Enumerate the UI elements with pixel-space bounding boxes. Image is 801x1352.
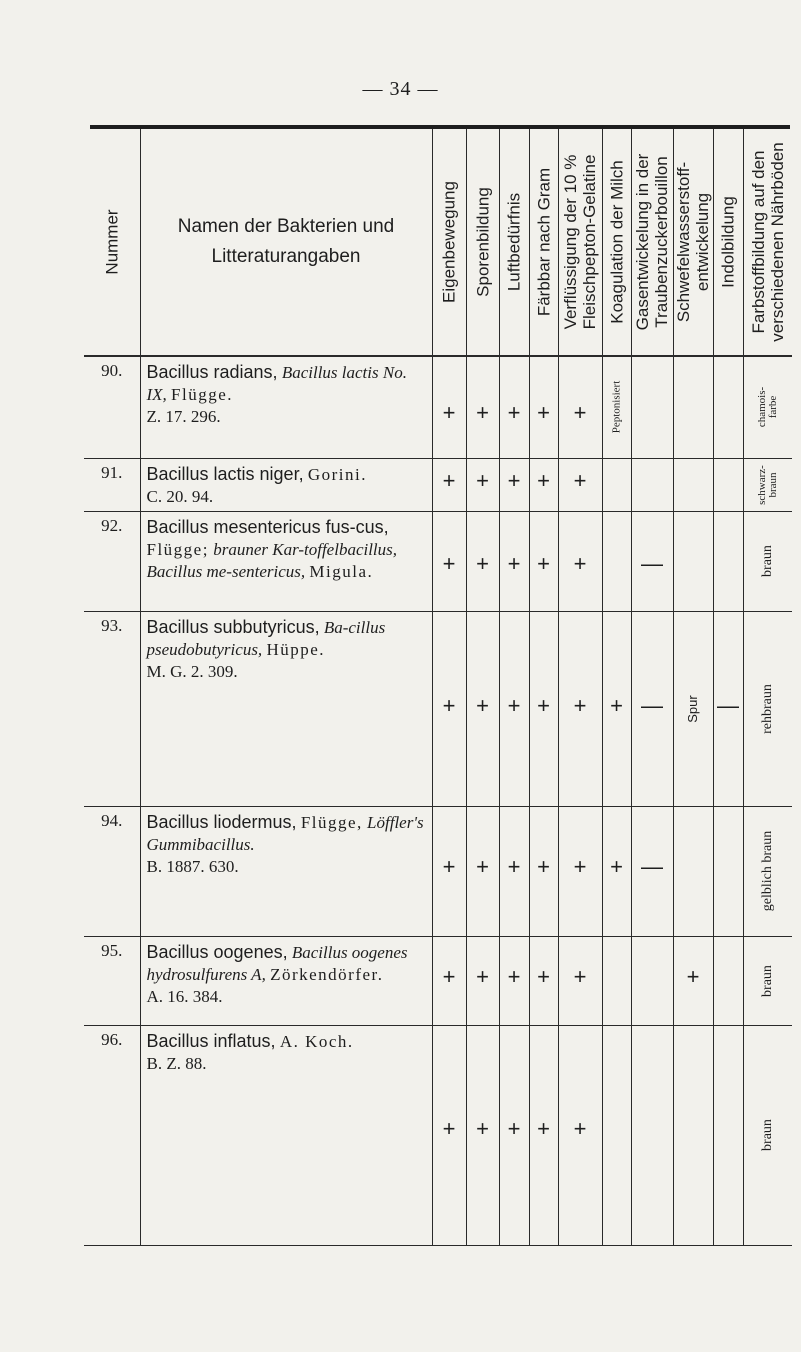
farbstoff-value: braun <box>759 1119 775 1151</box>
verfluessigung-value: + <box>573 467 587 493</box>
eigenbewegung-value: + <box>442 853 456 879</box>
schwefel-value: + <box>686 963 700 989</box>
eigenbewegung-value: + <box>442 963 456 989</box>
gram-value: + <box>537 853 550 879</box>
row-number: 96. <box>84 1025 140 1245</box>
header-name: Namen der Bakterien und Litteraturangaben <box>140 129 432 356</box>
verfluessigung-value: + <box>573 550 587 576</box>
header-gasentwickelung: Gasentwickelung in der Traubenzuckerbouillon <box>631 129 673 356</box>
farbstoff-value: schwarz-braun <box>755 464 779 505</box>
verfluessigung-value: + <box>573 692 587 718</box>
sporenbildung-value: + <box>476 692 489 718</box>
table-row <box>84 356 792 458</box>
sporenbildung-value: + <box>476 400 489 425</box>
table-row <box>84 1025 792 1245</box>
header-nummer: Nummer <box>84 129 140 356</box>
table-row <box>84 806 792 936</box>
header-eigenbewegung: Eigenbewegung <box>432 129 466 356</box>
header-verfluessigung: Verflüssigung der 10 % Fleischpepton-Gelatine <box>558 129 602 356</box>
eigenbewegung-value: + <box>442 400 456 425</box>
farbstoff-value: rehbraun <box>759 683 775 734</box>
sporenbildung-value: + <box>476 963 489 989</box>
bacterium-entry: Bacillus lactis niger, Gorini. C. 20. 94. <box>140 458 432 511</box>
verfluessigung-value: + <box>573 400 587 425</box>
row-number: 90. <box>84 356 140 458</box>
gram-value: + <box>537 550 550 576</box>
bacterium-entry: Bacillus liodermus, Flügge, Löffler's Gummibacillus. B. 1887. 630. <box>140 806 432 936</box>
bacteria-table <box>84 129 792 1246</box>
sporenbildung-value: + <box>476 1115 489 1141</box>
luftbeduerfnis-value: + <box>507 692 521 718</box>
koagulation-value: Peptonisiert <box>610 380 622 434</box>
sporenbildung-value: + <box>476 550 489 576</box>
farbstoff-value: gelblich braun <box>759 830 775 912</box>
farbstoff-value: chamois-farbe <box>755 387 779 428</box>
row-number: 94. <box>84 806 140 936</box>
verfluessigung-value: + <box>573 1115 587 1141</box>
eigenbewegung-value: + <box>442 550 456 576</box>
table-row <box>84 611 792 806</box>
luftbeduerfnis-value: + <box>507 853 521 879</box>
header-indolbildung: Indolbildung <box>713 129 743 356</box>
verfluessigung-value: + <box>573 963 587 989</box>
schwefel-value: Spur <box>685 694 700 723</box>
row-number: 91. <box>84 458 140 511</box>
luftbeduerfnis-value: + <box>507 467 521 493</box>
eigenbewegung-value: + <box>442 692 456 718</box>
header-farbstoffbildung: Farbstoffbildung auf den verschiedenen Nährböden <box>743 129 792 356</box>
gram-value: + <box>537 467 550 493</box>
table-row <box>84 511 792 611</box>
header-gram: Färbbar nach Gram <box>529 129 558 356</box>
gram-value: + <box>537 692 550 718</box>
farbstoff-value: braun <box>759 964 775 997</box>
gram-value: + <box>537 400 550 425</box>
koagulation-value: + <box>610 692 623 718</box>
luftbeduerfnis-value: + <box>507 963 521 989</box>
header-row <box>84 129 792 356</box>
koagulation-value: + <box>610 853 623 879</box>
header-schwefelwasserstoff: Schwefelwasserstoff- entwickelung <box>673 129 713 356</box>
header-koagulation: Koagulation der Milch <box>602 129 631 356</box>
gram-value: + <box>537 1115 550 1141</box>
table-row <box>84 936 792 1025</box>
sporenbildung-value: + <box>476 467 489 493</box>
eigenbewegung-value: + <box>442 467 456 493</box>
gas-value: — <box>641 550 663 576</box>
gas-value: — <box>641 853 663 879</box>
farbstoff-value: braun <box>759 545 775 577</box>
header-luftbeduerfnis: Luftbedürfnis <box>499 129 529 356</box>
bacterium-entry: Bacillus mesentericus fus-cus, Flügge; brauner Kar-toffelbacillus, Bacillus me-sentericus, Migula. <box>140 511 432 611</box>
indol-value: — <box>717 692 739 718</box>
eigenbewegung-value: + <box>442 1115 456 1141</box>
bacterium-entry: Bacillus subbutyricus, Ba-cillus pseudobutyricus, Hüppe. M. G. 2. 309. <box>140 611 432 806</box>
row-number: 92. <box>84 511 140 611</box>
luftbeduerfnis-value: + <box>507 550 521 576</box>
page-number: — 34 — <box>362 78 439 100</box>
bacterium-entry: Bacillus radians, Bacillus lactis No. IX, Flügge. Z. 17. 296. <box>140 356 432 458</box>
bacterium-entry: Bacillus inflatus, A. Koch. B. Z. 88. <box>140 1025 432 1245</box>
gram-value: + <box>537 963 550 989</box>
luftbeduerfnis-value: + <box>507 400 521 425</box>
sporenbildung-value: + <box>476 853 489 879</box>
bacterium-entry: Bacillus oogenes, Bacillus oogenes hydrosulfurens A, Zörkendörfer. A. 16. 384. <box>140 936 432 1025</box>
luftbeduerfnis-value: + <box>507 1115 521 1141</box>
row-number: 93. <box>84 611 140 806</box>
row-number: 95. <box>84 936 140 1025</box>
table-row <box>84 458 792 511</box>
verfluessigung-value: + <box>573 853 587 879</box>
gas-value: — <box>641 692 663 718</box>
header-sporenbildung: Sporenbildung <box>466 129 499 356</box>
